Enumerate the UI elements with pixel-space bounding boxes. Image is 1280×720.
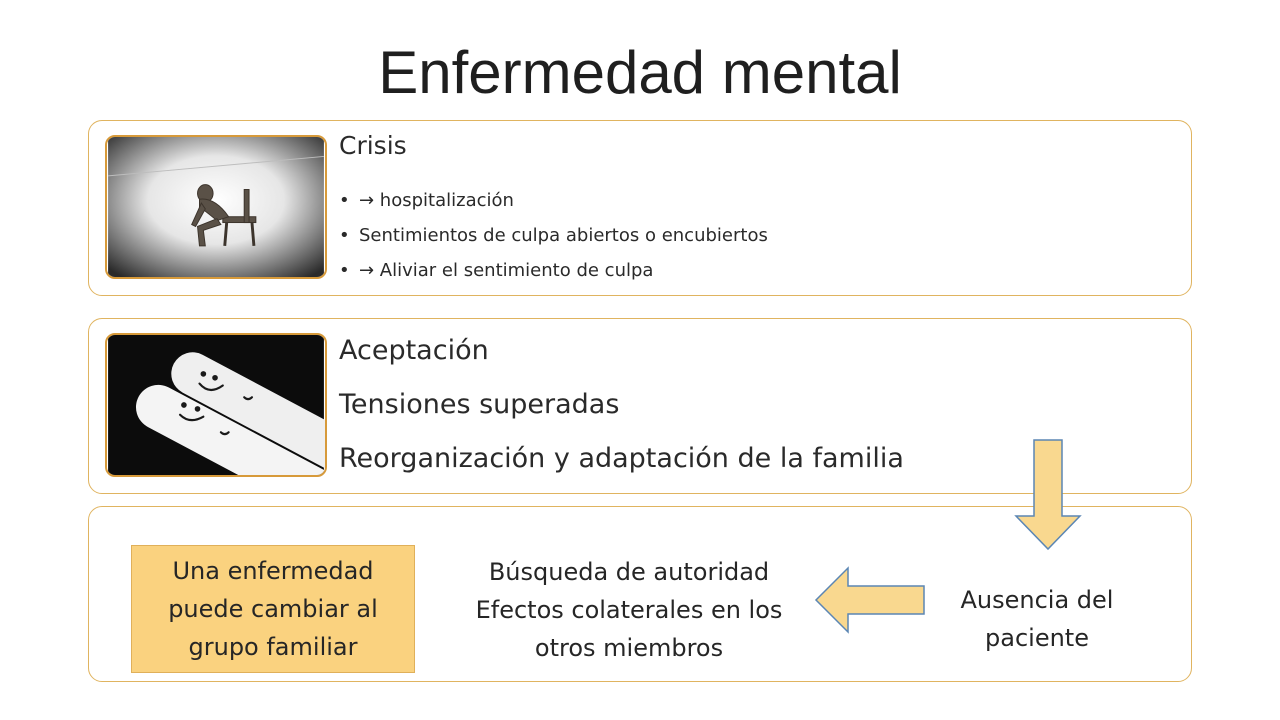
bullet-hospitalizacion: • → hospitalización (339, 183, 768, 218)
crisis-heading: Crisis (339, 131, 407, 160)
smiley-fingers-icon (107, 335, 325, 475)
middle-line-2: Efectos colaterales en los (475, 596, 783, 624)
right-line-2: paciente (985, 624, 1089, 652)
crisis-panel (88, 120, 1192, 296)
middle-line-1: Búsqueda de autoridad (488, 558, 770, 586)
tensiones-line: Tensiones superadas (339, 389, 620, 420)
note-text: Una enfermedad puede cambiar al grupo familiar (168, 557, 378, 661)
left-arrow-icon (814, 566, 926, 634)
bullet-sentimientos-culpa: • Sentimientos de culpa abiertos o encubiertos (339, 218, 768, 253)
crisis-bullet-list (339, 183, 768, 288)
person-sitting-image (105, 135, 327, 279)
bullet-aliviar-culpa: • → Aliviar el sentimiento de culpa (339, 253, 768, 288)
person-sitting-on-chair-icon (107, 137, 325, 277)
slide-title: Enfermedad mental (378, 39, 902, 106)
middle-text (459, 553, 799, 667)
down-arrow-icon (1014, 438, 1082, 552)
note-box (131, 545, 415, 673)
right-line-1: Ausencia del (960, 586, 1114, 614)
aceptacion-line: Aceptación (339, 335, 489, 366)
middle-line-3: otros miembros (534, 634, 724, 662)
smiley-fingers-image (105, 333, 327, 477)
reorganizacion-line: Reorganización y adaptación de la familia (339, 443, 904, 474)
right-text (937, 581, 1137, 657)
